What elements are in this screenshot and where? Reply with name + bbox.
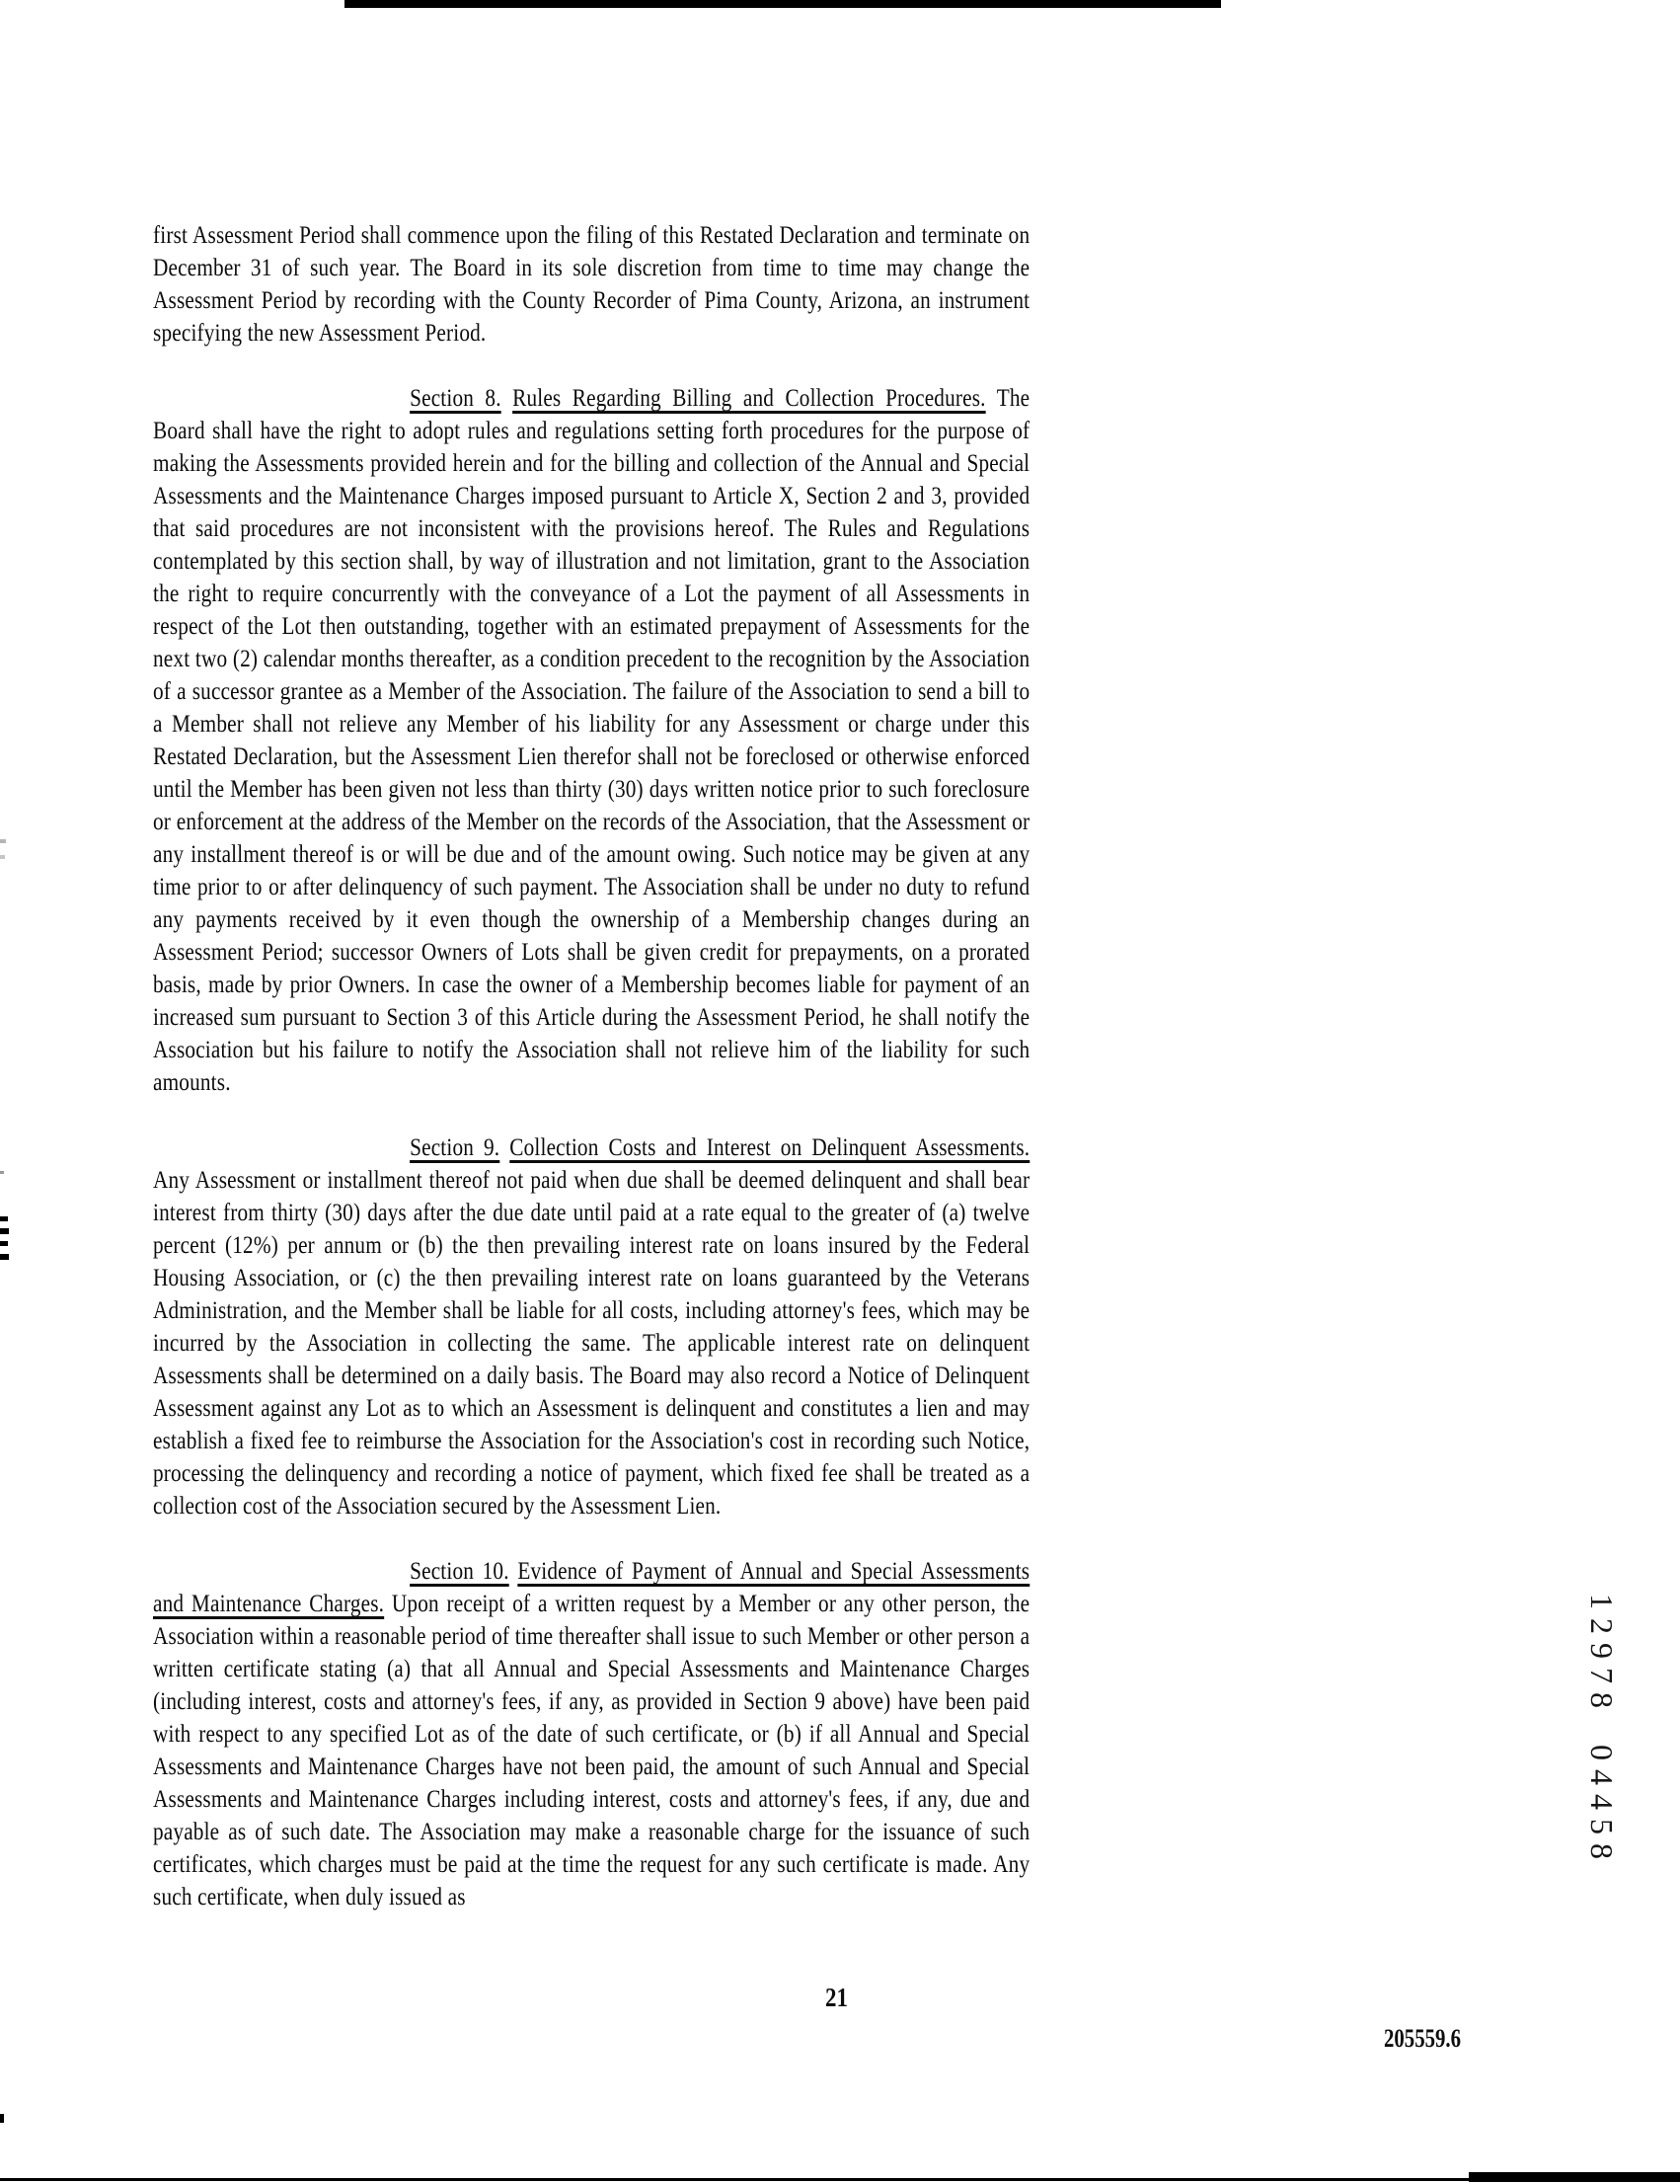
scan-artifact-mark — [0, 855, 5, 859]
section-10-label: Section 10. — [410, 1558, 509, 1585]
section-9-paragraph — [153, 1131, 1030, 1522]
scan-artifact-mark — [0, 1241, 8, 1246]
scan-artifact-mark — [0, 1216, 8, 1221]
stamp-number-bottom: 04458 — [1584, 1745, 1620, 1868]
scan-artifact-mark — [0, 1171, 4, 1174]
scan-artifact-mark — [0, 839, 6, 843]
section-9-title: Collection Costs and Interest on Delinquent Assessments. — [509, 1134, 1031, 1161]
stamp-number-top: 12978 — [1584, 1594, 1620, 1717]
section-8-paragraph — [153, 382, 1030, 1099]
section-10-title: Evidence of Payment of Annual and Special Assessments and Maintenance Charges. — [153, 1558, 1031, 1617]
section-9-label: Section 9. — [410, 1134, 500, 1161]
scan-artifact-mark — [0, 1254, 9, 1260]
recording-stamp-numbers — [1583, 1594, 1620, 1868]
section-8-title: Rules Regarding Billing and Collection Procedures. — [512, 385, 986, 412]
scan-artifact-mark — [0, 1228, 9, 1234]
scan-artifact-bottom-line — [0, 2178, 1680, 2181]
scan-artifact-mark — [0, 2114, 4, 2123]
section-9-body: Any Assessment or installment thereof not paid when due shall be deemed delinquent and shall bear interest from thirty (30) days after the due date until paid at a rate equal to the greater of (a) twelve percent (12%) per annum or (b) the then prevailing interest rate on loans insured by the Federal Housing Association, or (c) the then prevailing interest rate on loans guaranteed by the Veterans Administration, and the Member shall be liable for all costs, including attorney's fees, which may be incurred by the Association in collecting the same. The applicable interest rate on delinquent Assessments shall be determined on a daily basis. The Board may also record a Notice of Delinquent Assessment against any Lot as to which an Assessment is delinquent and constitutes a lien and may establish a fixed fee to reimburse the Association for the Association's cost in recording such Notice, processing the delinquency and recording a notice of payment, which fixed fee shall be treated as a collection cost of the Association secured by the Assessment Lien. — [153, 1167, 1031, 1520]
section-10-paragraph — [153, 1555, 1030, 1913]
scan-artifact-top-bar — [344, 0, 1221, 8]
document-reference-number: 205559.6 — [1384, 2024, 1461, 2053]
section-10-body: Upon receipt of a written request by a Member or any other person, the Association within a reasonable period of time thereafter shall issue to such Member or other person a written certificate stating (a) that all Annual and Special Assessments and Maintenance Charges (including interest, costs and attorney's fees, if any, as provided in Section 9 above) have been paid with respect to any specified Lot as of the date of such certificate, or (b) if all Annual and Special Assessments and Maintenance Charges have not been paid, the amount of such Annual and Special Assessments and Maintenance Charges including interest, costs and attorney's fees, if any, due and payable as of such date. The Association may make a reasonable charge for the issuance of such certificates, which charges must be paid at the time the request for any such certificate is made. Any such certificate, when duly issued as — [153, 1591, 1031, 1911]
paragraph-continuation: first Assessment Period shall commence upon the filing of this Restated Declaration and terminate on December 31 of such year. The Board in its sole discretion from time to time may change the Assessment Period by recording with the County Recorder of Pima County, Arizona, an instrument specifying the new Assessment Period. — [153, 222, 1031, 347]
section-8-body: The Board shall have the right to adopt rules and regulations setting forth procedures for the purpose of making the Assessments provided herein and for the billing and collection of the Annual and Special Assessments and the Maintenance Charges imposed pursuant to Article X, Section 2 and 3, provided that said procedures are not inconsistent with the provisions hereof. The Rules and Regulations contemplated by this section shall, by way of illustration and not limitation, grant to the Association the right to require concurrently with the conveyance of a Lot the payment of all Assessments in respect of the Lot then outstanding, together with an estimated prepayment of Assessments for the next two (2) calendar months thereafter, as a condition precedent to the recognition by the Association of a successor grantee as a Member of the Association. The failure of the Association to send a bill to a Member shall not relieve any Member of his liability for any Assessment or charge under this Restated Declaration, but the Assessment Lien therefor shall not be foreclosed or otherwise enforced until the Member has been given not less than thirty (30) days written notice prior to such foreclosure or enforcement at the address of the Member on the records of the Association, that the Assessment or any installment thereof is or will be due and of the amount owing. Such notice may be given at any time prior to or after delinquency of such payment. The Association shall be under no duty to refund any payments received by it even though the ownership of a Membership changes during an Assessment Period; successor Owners of Lots shall be given credit for prepayments, on a prorated basis, made by prior Owners. In case the owner of a Membership becomes liable for payment of an increased sum pursuant to Section 3 of this Article during the Assessment Period, he shall notify the Association but his failure to notify the Association shall not relieve him of the liability for such amounts. — [153, 385, 1031, 1096]
page-number: 21 — [825, 1983, 848, 2012]
section-8-label: Section 8. — [410, 385, 501, 412]
document-text — [153, 219, 1030, 1913]
scan-artifact-bottom-right-block — [1469, 2172, 1680, 2182]
